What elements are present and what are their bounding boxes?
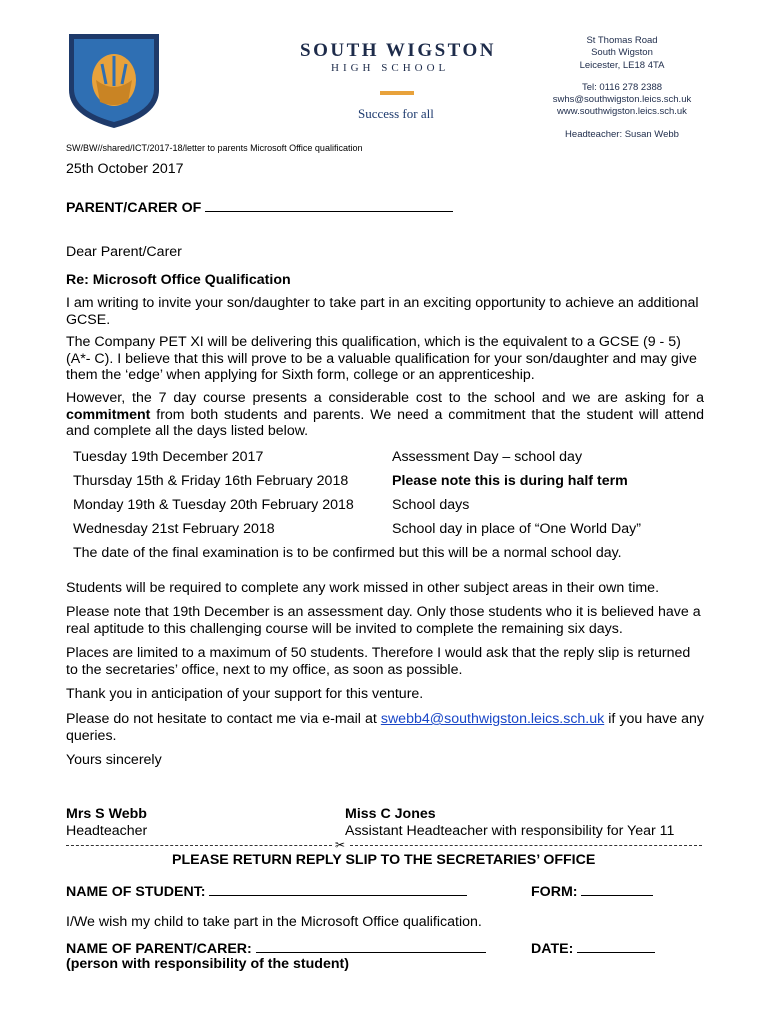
address-line: St Thomas Road (586, 35, 658, 46)
school-motto: Success for all (358, 106, 434, 121)
schedule-date: Thursday 15th & Friday 16th February 2018 (73, 473, 349, 489)
student-name-label: NAME OF STUDENT: (66, 884, 206, 900)
paragraph-commitment (66, 390, 704, 440)
form-field[interactable] (581, 883, 653, 896)
subject-line: Re: Microsoft Office Qualification (66, 272, 291, 288)
form-row (531, 883, 653, 900)
school-email: swhs@southwigston.leics.sch.uk (552, 94, 692, 106)
exam-note: The date of the final examination is to be confirmed but this will be a normal school day. (73, 545, 622, 561)
cut-dash-right (350, 845, 702, 846)
schedule-date: Monday 19th & Tuesday 20th February 2018 (73, 497, 354, 513)
date-field[interactable] (577, 940, 655, 953)
schedule-date: Wednesday 21st February 2018 (73, 521, 275, 537)
signatory-name: Miss C Jones (345, 806, 436, 822)
letter-date: 25th October 2017 (66, 161, 184, 177)
signature-headteacher (66, 806, 147, 839)
paragraph-assessment: Please note that 19th December is an assessment day. Only those students who it is believed have a real aptitude to this challenging course will be invited to complete the remaining six days. (66, 604, 701, 637)
schedule-note: School day in place of “One World Day” (392, 521, 641, 537)
signatory-role: Assistant Headteacher with responsibility for Year 11 (345, 822, 675, 839)
signatory-name: Mrs S Webb (66, 806, 147, 822)
headteacher-line: Headteacher: Susan Webb (565, 128, 679, 140)
parent-name-row (66, 940, 486, 957)
student-name-row (66, 883, 467, 900)
school-website: www.southwigston.leics.sch.uk (557, 106, 687, 118)
date-label: DATE: (531, 941, 574, 957)
cut-dash-left (66, 845, 332, 846)
paragraph-contact (66, 711, 704, 744)
contact-text-before: Please do not hesitate to contact me via e-mail at (66, 711, 377, 727)
signature-assistant (345, 806, 674, 839)
consent-statement: I/We wish my child to take part in the Microsoft Office qualification. (66, 914, 482, 930)
school-name: SOUTH WIGSTON (300, 40, 496, 61)
date-row (531, 940, 655, 957)
contact-text-after: if you have any queries. (66, 711, 704, 744)
cut-line (66, 840, 702, 852)
address-line: South Wigston (591, 47, 653, 59)
closing: Yours sincerely (66, 752, 162, 768)
paragraph-places: Places are limited to a maximum of 50 students. Therefore I would ask that the reply slip is returned to the secretaries’ office, next to my office, as soon as possible. (66, 645, 691, 678)
scissors-icon: ✂ (334, 840, 346, 852)
schedule-date: Tuesday 19th December 2017 (73, 449, 264, 465)
school-phone: Tel: 0116 278 2388 (581, 81, 663, 93)
commitment-text-after: from both students and parents. We need a commitment that the student will attend and complete all the days listed below. (66, 406, 704, 439)
parent-name-label: NAME OF PARENT/CARER: (66, 941, 252, 957)
paragraph-missed-work: Students will be required to complete any work missed in other subject areas in their own time. (66, 580, 660, 596)
paragraph-thanks: Thank you in anticipation of your support for this venture. (66, 686, 424, 702)
salutation: Dear Parent/Carer (66, 244, 182, 260)
letter-reference: SW/BW//shared/ICT/2017-18/letter to parents Microsoft Office qualification (66, 143, 363, 153)
contact-email-link[interactable]: swebb4@southwigston.leics.sch.uk (380, 711, 605, 727)
school-address-block (522, 35, 722, 141)
form-label: FORM: (531, 884, 578, 900)
parent-name-field[interactable] (256, 940, 486, 953)
address-line: Leicester, LE18 4TA (579, 59, 665, 71)
school-crest-logo (66, 32, 162, 130)
schedule-note: School days (392, 497, 470, 513)
recipient-label: PARENT/CARER OF (66, 200, 202, 216)
recipient-blank (205, 199, 453, 212)
recipient-line (66, 199, 704, 217)
paragraph-qualification: The Company PET XI will be delivering this qualification, which is the equivalent to a GCSE (9 - 5) (A*- C). I believe that this will prove to be a valuable qualification for your son/daughter and may give them the ‘edge’ when applying for Sixth form, college or an apprenticeship. (66, 334, 697, 383)
gold-divider (380, 91, 414, 95)
commitment-bold: commitment (66, 406, 151, 423)
schedule-note: Assessment Day – school day (392, 449, 583, 465)
student-name-field[interactable] (209, 883, 467, 896)
school-subtitle: HIGH SCHOOL (331, 62, 450, 74)
parent-note: (person with responsibility of the student) (66, 956, 349, 972)
reply-slip-title: PLEASE RETURN REPLY SLIP TO THE SECRETARIES’ OFFICE (172, 852, 596, 868)
schedule-note: Please note this is during half term (392, 473, 628, 489)
signatory-role: Headteacher (66, 822, 148, 839)
commitment-text-before: However, the 7 day course presents a considerable cost to the school and we are asking for a (66, 390, 704, 406)
paragraph-invite: I am writing to invite your son/daughter to take part in an exciting opportunity to achieve an additional GCSE. (66, 295, 699, 328)
